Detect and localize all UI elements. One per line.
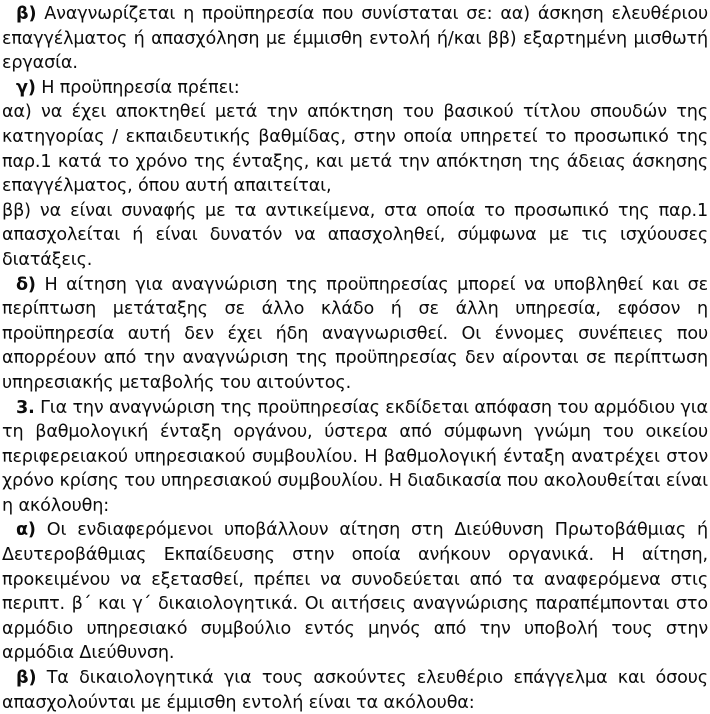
- paragraph-label: αα): [2, 102, 32, 123]
- paragraph-text: Τα δικαιολογητικά για τους ασκούντες ελευθέριο επάγγελμα και όσους απασχολούνται με έμμισθη εντολή είναι τα ακόλουθα:: [2, 668, 708, 713]
- paragraph-label: 3.: [16, 397, 35, 418]
- paragraph-label: β): [16, 668, 37, 689]
- paragraph-text: Η προϋπηρεσία πρέπει:: [41, 77, 240, 98]
- paragraph-3: [2, 396, 708, 519]
- paragraph-beta: [2, 2, 708, 76]
- paragraph-label: γ): [16, 77, 36, 98]
- paragraph-delta: [2, 273, 708, 396]
- paragraph-beta-2: [2, 666, 708, 714]
- paragraph-gamma: [2, 76, 708, 101]
- paragraph-text: Για την αναγνώριση της προϋπηρεσίας εκδίδεται απόφαση του αρμόδιου για τη βαθμολογική ένταξη οργάνου, ύστερα από σύμφωνη γνώμη του οικείου περιφερειακού υπηρεσιακού συμβουλίου. Η βαθμολογική ένταξη ανατρέχει στον χρόνο κρίσης του υπηρεσιακού συμβουλίου. Η διαδικασία που ακολουθείται είναι η ακόλουθη:: [2, 397, 708, 516]
- paragraph-label: α): [16, 520, 36, 541]
- paragraph-label: δ): [16, 274, 36, 295]
- paragraph-beta-beta: [2, 199, 708, 273]
- paragraph-text: Αναγνωρίζεται η προϋπηρεσία που συνίσταται σε: αα) άσκηση ελευθέριου επαγγέλματος ή απασχόληση με έμμισθη εντολή ή/και ββ) εξαρτημένη μισθωτή εργασία.: [2, 4, 708, 74]
- paragraph-text: να είναι συναφής με τα αντικείμενα, στα οποία το προσωπικό της παρ.1 απασχολείται ή είναι δυνατόν να απασχοληθεί, σύμφωνα με τις ισχύουσες διατάξεις.: [2, 200, 708, 270]
- paragraph-alpha-alpha: [2, 100, 708, 198]
- paragraph-alpha: [2, 518, 708, 666]
- paragraph-label: ββ): [2, 200, 31, 221]
- paragraph-text: Η αίτηση για αναγνώριση της προϋπηρεσίας μπορεί να υποβληθεί και σε περίπτωση μετάταξης σε άλλο κλάδο ή σε άλλη υπηρεσία, εφόσον η προϋπηρεσία αυτή δεν έχει ήδη αναγνωρισθεί. Οι έννομες συνέπειες που απορρέουν από την αναγνώριση της προϋπηρεσίας δεν αίρονται σε περίπτωση υπηρεσιακής μεταβολής του αιτούντος.: [2, 274, 709, 393]
- paragraph-label: β): [16, 4, 37, 24]
- paragraph-text: να έχει αποκτηθεί μετά την απόκτηση του βασικού τίτλου σπουδών της κατηγορίας / εκπαιδευτικής βαθμίδας, στην οποία υπηρετεί το προσωπικό της παρ.1 κατά το χρόνο της ένταξης, και μετά την απόκτηση της άδειας άσκησης επαγγέλματος, όπου αυτή απαιτείται,: [2, 102, 708, 197]
- paragraph-text: Οι ενδιαφερόμενοι υποβάλλουν αίτηση στη Διεύθυνση Πρωτοβάθμιας ή Δευτεροβάθμιας Εκπαίδευσης στην οποία ανήκουν οργανικά. Η αίτηση, προκειμένου να εξετασθεί, πρέπει να συνοδεύεται από τα αναφερόμενα στις περιπτ. β΄ και γ΄ δικαιολογητικά. Οι αιτήσεις αναγνώρισης παραπέμπονται στο αρμόδιο υπηρεσιακό συμβούλιο εντός μηνός από την υποβολή τους στην αρμόδια Διεύθυνση.: [2, 520, 708, 664]
